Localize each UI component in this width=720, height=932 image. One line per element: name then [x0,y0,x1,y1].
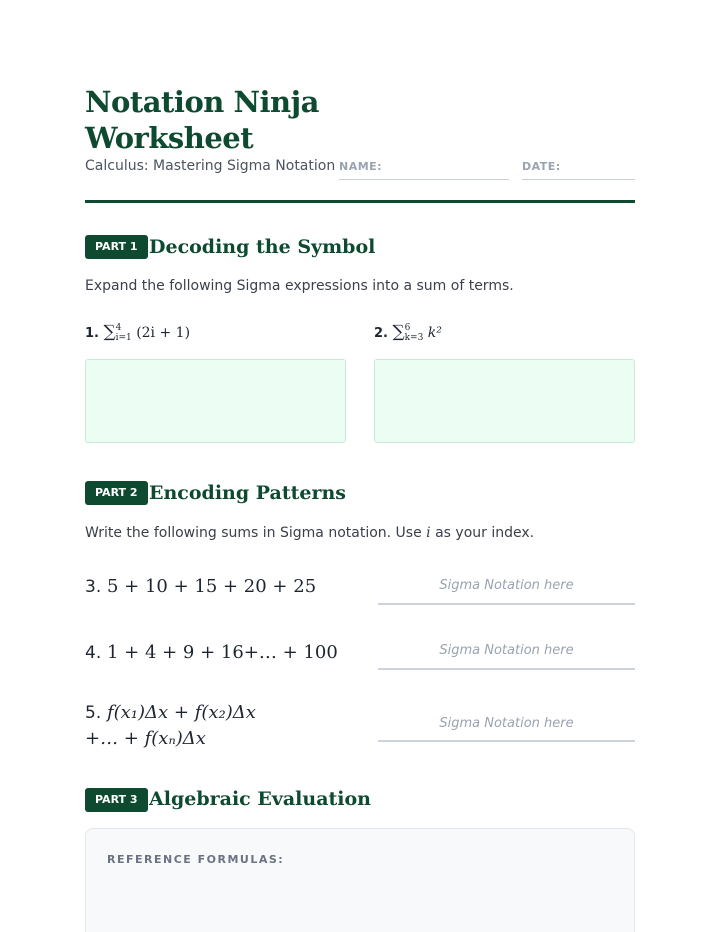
summand: k² [427,325,442,341]
upper-limit: 6 [404,323,411,333]
part-1-title: Decoding the Symbol [149,236,376,258]
problem-1 [85,322,190,343]
index-variable: i [426,525,431,541]
series-expression: f(x₁)Δx + f(x₂)Δx [106,702,256,723]
sum-limits [405,323,424,343]
problem-2 [374,322,442,343]
expression-line-1 [85,700,256,726]
answer-4-line[interactable] [378,668,635,670]
instruction-text: Write the following sums in Sigma notation. Use [85,525,427,541]
part-1-instruction: Expand the following Sigma expressions into a sum of terms. [85,278,514,294]
answer-box-2[interactable] [374,359,635,443]
problem-number: 3. [85,577,102,597]
reference-formulas-label: REFERENCE FORMULAS: [107,853,285,866]
answer-5-placeholder: Sigma Notation here [439,716,574,731]
answer-3-placeholder: Sigma Notation here [439,578,574,593]
sigma-icon: ∑ [392,322,405,342]
lower-limit: k=3 [404,333,424,343]
problem-number: 5. [85,703,102,723]
problem-number: 2. [374,326,388,341]
part-3-badge: PART 3 [85,788,148,812]
part-2-instruction [85,525,534,541]
worksheet-title: Notation Ninja Worksheet [85,85,319,155]
answer-5-line[interactable] [378,740,635,742]
date-label: DATE: [522,160,561,173]
date-field[interactable] [522,179,635,180]
series-expression: 1 + 4 + 9 + 16+… + 100 [106,642,338,663]
answer-3-line[interactable] [378,603,635,605]
worksheet-subtitle: Calculus: Mastering Sigma Notation [85,158,336,174]
problem-3 [85,574,316,600]
series-expression: 5 + 10 + 15 + 20 + 25 [106,576,317,597]
header-divider [85,200,635,203]
expression-line-2: +… + f(xₙ)Δx [85,728,206,749]
problem-number: 4. [85,643,102,663]
sum-limits [116,323,132,343]
name-label: NAME: [339,160,383,173]
part-2-title: Encoding Patterns [149,482,347,504]
upper-limit: 4 [115,323,122,333]
part-3-title: Algebraic Evaluation [149,788,371,810]
part-1-badge: PART 1 [85,235,148,259]
problem-4 [85,640,338,666]
problem-number: 1. [85,326,99,341]
lower-limit: i=1 [115,333,132,343]
problem-5 [85,700,256,752]
answer-box-1[interactable] [85,359,346,443]
reference-formulas-card [85,828,635,932]
instruction-text-end: as your index. [430,525,535,541]
answer-4-placeholder: Sigma Notation here [439,643,574,658]
summand: (2i + 1) [136,325,191,341]
part-2-badge: PART 2 [85,481,148,505]
name-field[interactable] [339,179,509,180]
sigma-icon: ∑ [103,322,116,342]
